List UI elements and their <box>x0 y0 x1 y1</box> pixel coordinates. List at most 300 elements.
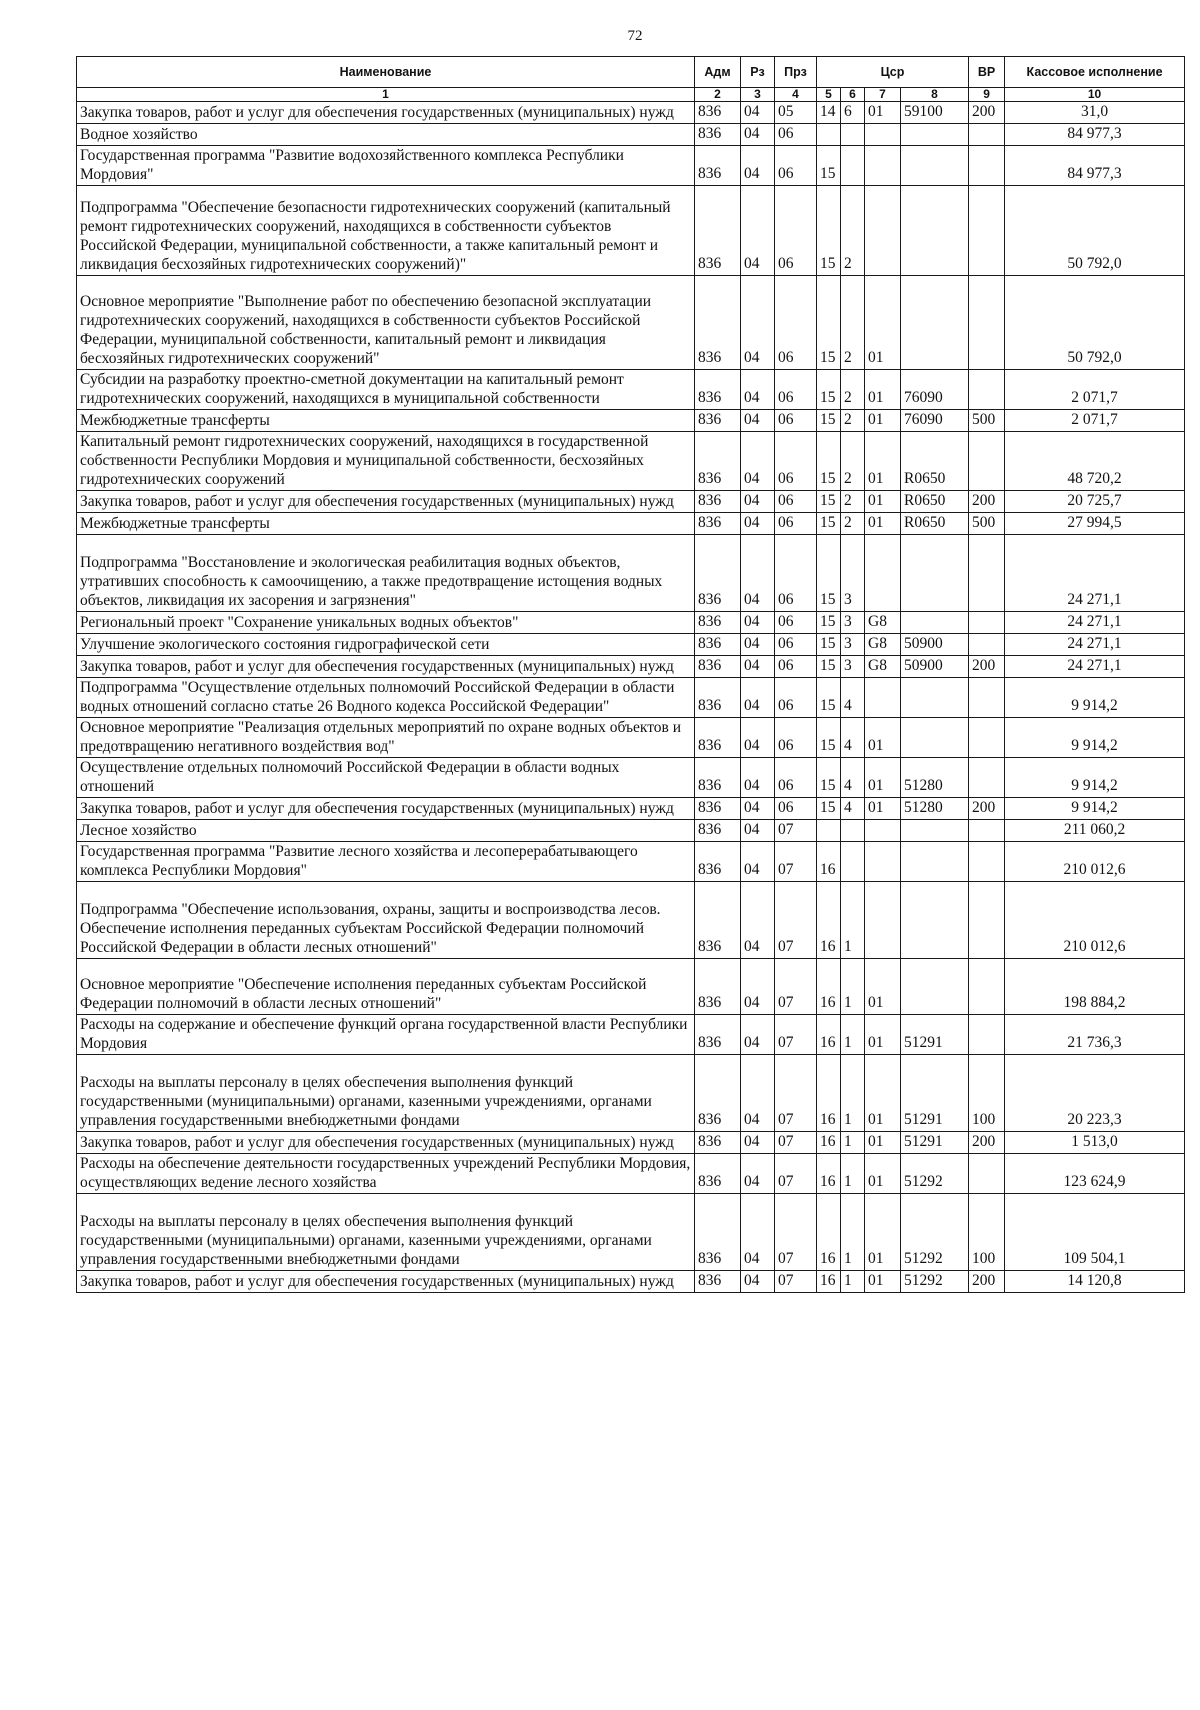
vr-cell <box>969 276 1005 370</box>
amount-cell: 9 914,2 <box>1005 718 1185 758</box>
vr-cell <box>969 842 1005 882</box>
csr-part-cell: 01 <box>865 513 901 535</box>
adm-cell: 836 <box>695 820 741 842</box>
csr-part-cell: 15 <box>817 758 841 798</box>
vr-cell: 200 <box>969 1132 1005 1154</box>
amount-cell: 9 914,2 <box>1005 678 1185 718</box>
csr-part-cell: 1 <box>841 882 865 959</box>
csr-part-cell: 01 <box>865 718 901 758</box>
csr-code-cell: 51291 <box>901 1132 969 1154</box>
csr-code-cell: 51292 <box>901 1154 969 1194</box>
row-name-cell: Водное хозяйство <box>77 124 695 146</box>
amount-cell: 20 223,3 <box>1005 1055 1185 1132</box>
csr-part-cell: 1 <box>841 1015 865 1055</box>
table-row <box>77 1015 1185 1055</box>
csr-part-cell: 2 <box>841 370 865 410</box>
csr-part-cell: 16 <box>817 1271 841 1293</box>
column-number: 2 <box>695 88 741 102</box>
adm-cell: 836 <box>695 656 741 678</box>
vr-cell <box>969 146 1005 186</box>
table-row <box>77 1154 1185 1194</box>
csr-code-cell: 76090 <box>901 410 969 432</box>
csr-part-cell <box>841 820 865 842</box>
csr-code-cell: 50900 <box>901 634 969 656</box>
rz-cell: 04 <box>741 1015 775 1055</box>
vr-cell <box>969 1154 1005 1194</box>
table-row <box>77 410 1185 432</box>
prz-cell: 05 <box>775 102 817 124</box>
amount-cell: 24 271,1 <box>1005 612 1185 634</box>
amount-cell: 14 120,8 <box>1005 1271 1185 1293</box>
prz-cell: 07 <box>775 820 817 842</box>
header-adm: Адм <box>695 57 741 88</box>
rz-cell: 04 <box>741 842 775 882</box>
csr-part-cell: 4 <box>841 758 865 798</box>
vr-cell <box>969 370 1005 410</box>
csr-part-cell: 15 <box>817 678 841 718</box>
amount-cell: 123 624,9 <box>1005 1154 1185 1194</box>
csr-part-cell <box>817 124 841 146</box>
csr-code-cell <box>901 535 969 612</box>
csr-part-cell: 4 <box>841 678 865 718</box>
column-number: 3 <box>741 88 775 102</box>
csr-part-cell: 01 <box>865 410 901 432</box>
csr-part-cell: 16 <box>817 1132 841 1154</box>
csr-part-cell: G8 <box>865 634 901 656</box>
row-name-cell: Подпрограмма "Восстановление и экологическая реабилитация водных объектов, утративших способность к самоочищению, а также предотвращение истощения водных объектов, ликвидация их засорения и загрязнения" <box>77 535 695 612</box>
adm-cell: 836 <box>695 634 741 656</box>
row-name-cell: Подпрограмма "Обеспечение использования, охраны, защиты и воспроизводства лесов. Обеспечение исполнения переданных субъектам Российской Федерации полномочий Российской Федерации в области лесных отношений" <box>77 882 695 959</box>
prz-cell: 06 <box>775 146 817 186</box>
csr-part-cell: 01 <box>865 491 901 513</box>
csr-part-cell: 15 <box>817 370 841 410</box>
prz-cell: 06 <box>775 276 817 370</box>
csr-part-cell: 16 <box>817 842 841 882</box>
table-row <box>77 1055 1185 1132</box>
row-name-cell: Основное мероприятие "Реализация отдельных мероприятий по охране водных объектов и предотвращению негативного воздействия вод" <box>77 718 695 758</box>
adm-cell: 836 <box>695 842 741 882</box>
csr-part-cell: 01 <box>865 370 901 410</box>
csr-part-cell: 15 <box>817 410 841 432</box>
csr-part-cell: 2 <box>841 276 865 370</box>
rz-cell: 04 <box>741 678 775 718</box>
adm-cell: 836 <box>695 678 741 718</box>
csr-part-cell <box>841 842 865 882</box>
header-csr: Цср <box>817 57 969 88</box>
csr-code-cell: R0650 <box>901 491 969 513</box>
amount-cell: 24 271,1 <box>1005 656 1185 678</box>
header-vr: ВР <box>969 57 1005 88</box>
adm-cell: 836 <box>695 432 741 491</box>
prz-cell: 06 <box>775 612 817 634</box>
table-row <box>77 146 1185 186</box>
csr-part-cell: 01 <box>865 1154 901 1194</box>
adm-cell: 836 <box>695 186 741 276</box>
csr-part-cell: 15 <box>817 634 841 656</box>
csr-part-cell: 01 <box>865 1055 901 1132</box>
vr-cell <box>969 758 1005 798</box>
csr-part-cell: 15 <box>817 491 841 513</box>
row-name-cell: Межбюджетные трансферты <box>77 513 695 535</box>
prz-cell: 06 <box>775 186 817 276</box>
vr-cell: 200 <box>969 102 1005 124</box>
column-number: 8 <box>901 88 969 102</box>
row-name-cell: Осуществление отдельных полномочий Российской Федерации в области водных отношений <box>77 758 695 798</box>
amount-cell: 31,0 <box>1005 102 1185 124</box>
column-number: 5 <box>817 88 841 102</box>
amount-cell: 2 071,7 <box>1005 370 1185 410</box>
table-body <box>77 102 1185 1293</box>
table-row <box>77 758 1185 798</box>
csr-code-cell <box>901 718 969 758</box>
table-row <box>77 842 1185 882</box>
amount-cell: 50 792,0 <box>1005 186 1185 276</box>
csr-part-cell: 01 <box>865 1271 901 1293</box>
table-row <box>77 634 1185 656</box>
table-row <box>77 820 1185 842</box>
vr-cell <box>969 432 1005 491</box>
csr-part-cell: 01 <box>865 758 901 798</box>
row-name-cell: Межбюджетные трансферты <box>77 410 695 432</box>
prz-cell: 07 <box>775 1132 817 1154</box>
vr-cell: 200 <box>969 491 1005 513</box>
csr-code-cell <box>901 612 969 634</box>
csr-code-cell <box>901 820 969 842</box>
csr-part-cell: 01 <box>865 102 901 124</box>
csr-part-cell: 4 <box>841 798 865 820</box>
csr-part-cell: 15 <box>817 798 841 820</box>
csr-part-cell: 15 <box>817 186 841 276</box>
header-rz: Рз <box>741 57 775 88</box>
table-row <box>77 678 1185 718</box>
table-row <box>77 102 1185 124</box>
row-name-cell: Региональный проект "Сохранение уникальных водных объектов" <box>77 612 695 634</box>
rz-cell: 04 <box>741 758 775 798</box>
row-name-cell: Подпрограмма "Осуществление отдельных полномочий Российской Федерации в области водных отношений согласно статье 26 Водного кодекса Российской Федерации" <box>77 678 695 718</box>
amount-cell: 210 012,6 <box>1005 842 1185 882</box>
table-row <box>77 612 1185 634</box>
csr-code-cell: 51292 <box>901 1194 969 1271</box>
table-row <box>77 513 1185 535</box>
csr-part-cell: 3 <box>841 656 865 678</box>
adm-cell: 836 <box>695 102 741 124</box>
csr-code-cell: 51291 <box>901 1055 969 1132</box>
csr-code-cell: 51280 <box>901 758 969 798</box>
amount-cell: 48 720,2 <box>1005 432 1185 491</box>
adm-cell: 836 <box>695 758 741 798</box>
row-name-cell: Расходы на выплаты персоналу в целях обеспечения выполнения функций государственными (муниципальными) органами, казенными учреждениями, органами управления государственными внебюджетными фондами <box>77 1194 695 1271</box>
adm-cell: 836 <box>695 491 741 513</box>
csr-part-cell <box>865 146 901 186</box>
adm-cell: 836 <box>695 718 741 758</box>
csr-part-cell: 14 <box>817 102 841 124</box>
table-row <box>77 370 1185 410</box>
vr-cell <box>969 186 1005 276</box>
csr-code-cell <box>901 678 969 718</box>
budget-execution-table <box>76 56 1185 1293</box>
column-number-row <box>77 88 1185 102</box>
amount-cell: 109 504,1 <box>1005 1194 1185 1271</box>
adm-cell: 836 <box>695 410 741 432</box>
rz-cell: 04 <box>741 656 775 678</box>
amount-cell: 50 792,0 <box>1005 276 1185 370</box>
rz-cell: 04 <box>741 634 775 656</box>
table-row <box>77 432 1185 491</box>
csr-part-cell: 15 <box>817 432 841 491</box>
prz-cell: 06 <box>775 491 817 513</box>
csr-part-cell: 2 <box>841 491 865 513</box>
amount-cell: 9 914,2 <box>1005 798 1185 820</box>
table-row <box>77 186 1185 276</box>
amount-cell: 2 071,7 <box>1005 410 1185 432</box>
csr-code-cell: 50900 <box>901 656 969 678</box>
row-name-cell: Лесное хозяйство <box>77 820 695 842</box>
adm-cell: 836 <box>695 276 741 370</box>
table-row <box>77 124 1185 146</box>
adm-cell: 836 <box>695 1271 741 1293</box>
csr-code-cell: 51292 <box>901 1271 969 1293</box>
amount-cell: 27 994,5 <box>1005 513 1185 535</box>
csr-part-cell: 01 <box>865 798 901 820</box>
amount-cell: 1 513,0 <box>1005 1132 1185 1154</box>
csr-code-cell <box>901 959 969 1015</box>
table-row <box>77 959 1185 1015</box>
vr-cell <box>969 1015 1005 1055</box>
row-name-cell: Подпрограмма "Обеспечение безопасности гидротехнических сооружений (капитальный ремонт гидротехнических сооружений, находящихся в собственности субъектов Российской Федерации, муниципальной собственности, а также капитальный ремонт и ликвидация бесхозяйных гидротехнических сооружений)" <box>77 186 695 276</box>
adm-cell: 836 <box>695 1015 741 1055</box>
amount-cell: 20 725,7 <box>1005 491 1185 513</box>
adm-cell: 836 <box>695 146 741 186</box>
rz-cell: 04 <box>741 1132 775 1154</box>
vr-cell: 200 <box>969 656 1005 678</box>
vr-cell: 500 <box>969 513 1005 535</box>
vr-cell <box>969 678 1005 718</box>
csr-part-cell: 2 <box>841 513 865 535</box>
csr-part-cell: 16 <box>817 1055 841 1132</box>
row-name-cell: Закупка товаров, работ и услуг для обеспечения государственных (муниципальных) нужд <box>77 1271 695 1293</box>
amount-cell: 84 977,3 <box>1005 146 1185 186</box>
csr-part-cell: 01 <box>865 1015 901 1055</box>
rz-cell: 04 <box>741 1194 775 1271</box>
row-name-cell: Закупка товаров, работ и услуг для обеспечения государственных (муниципальных) нужд <box>77 1132 695 1154</box>
header-prz: Прз <box>775 57 817 88</box>
csr-code-cell: 76090 <box>901 370 969 410</box>
csr-part-cell: 01 <box>865 432 901 491</box>
csr-part-cell: 16 <box>817 1154 841 1194</box>
rz-cell: 04 <box>741 1154 775 1194</box>
rz-cell: 04 <box>741 1271 775 1293</box>
rz-cell: 04 <box>741 124 775 146</box>
csr-code-cell <box>901 882 969 959</box>
row-name-cell: Субсидии на разработку проектно-сметной документации на капитальный ремонт гидротехнических сооружений, находящихся в муниципальной собственности <box>77 370 695 410</box>
table-row <box>77 491 1185 513</box>
prz-cell: 06 <box>775 535 817 612</box>
column-number: 1 <box>77 88 695 102</box>
csr-part-cell <box>865 820 901 842</box>
prz-cell: 07 <box>775 1154 817 1194</box>
row-name-cell: Расходы на выплаты персоналу в целях обеспечения выполнения функций государственными (муниципальными) органами, казенными учреждениями, органами управления государственными внебюджетными фондами <box>77 1055 695 1132</box>
csr-code-cell: R0650 <box>901 432 969 491</box>
vr-cell: 100 <box>969 1194 1005 1271</box>
rz-cell: 04 <box>741 102 775 124</box>
csr-part-cell: 15 <box>817 656 841 678</box>
amount-cell: 84 977,3 <box>1005 124 1185 146</box>
csr-part-cell <box>817 820 841 842</box>
csr-part-cell: 16 <box>817 1015 841 1055</box>
table-row <box>77 1271 1185 1293</box>
csr-part-cell <box>865 124 901 146</box>
csr-part-cell <box>841 146 865 186</box>
adm-cell: 836 <box>695 1154 741 1194</box>
rz-cell: 04 <box>741 798 775 820</box>
csr-part-cell: 1 <box>841 1194 865 1271</box>
prz-cell: 06 <box>775 513 817 535</box>
amount-cell: 211 060,2 <box>1005 820 1185 842</box>
csr-part-cell <box>865 186 901 276</box>
vr-cell <box>969 959 1005 1015</box>
rz-cell: 04 <box>741 186 775 276</box>
amount-cell: 24 271,1 <box>1005 535 1185 612</box>
amount-cell: 21 736,3 <box>1005 1015 1185 1055</box>
csr-part-cell: 3 <box>841 612 865 634</box>
csr-part-cell: 15 <box>817 276 841 370</box>
adm-cell: 836 <box>695 1194 741 1271</box>
rz-cell: 04 <box>741 410 775 432</box>
rz-cell: 04 <box>741 535 775 612</box>
csr-part-cell: 6 <box>841 102 865 124</box>
table-row <box>77 656 1185 678</box>
column-number: 4 <box>775 88 817 102</box>
prz-cell: 06 <box>775 678 817 718</box>
csr-part-cell: 4 <box>841 718 865 758</box>
row-name-cell: Закупка товаров, работ и услуг для обеспечения государственных (муниципальных) нужд <box>77 798 695 820</box>
vr-cell: 100 <box>969 1055 1005 1132</box>
vr-cell <box>969 820 1005 842</box>
csr-part-cell: 1 <box>841 1132 865 1154</box>
csr-part-cell <box>865 882 901 959</box>
vr-cell <box>969 612 1005 634</box>
row-name-cell: Капитальный ремонт гидротехнических сооружений, находящихся в государственной собственности Республики Мордовия и муниципальной собственности, бесхозяйных гидротехнических сооружений <box>77 432 695 491</box>
csr-part-cell: 01 <box>865 1132 901 1154</box>
csr-part-cell: 1 <box>841 1154 865 1194</box>
adm-cell: 836 <box>695 882 741 959</box>
rz-cell: 04 <box>741 959 775 1015</box>
prz-cell: 07 <box>775 1194 817 1271</box>
rz-cell: 04 <box>741 146 775 186</box>
csr-code-cell: 59100 <box>901 102 969 124</box>
column-number: 10 <box>1005 88 1185 102</box>
vr-cell <box>969 535 1005 612</box>
prz-cell: 06 <box>775 758 817 798</box>
csr-code-cell <box>901 186 969 276</box>
vr-cell: 200 <box>969 1271 1005 1293</box>
csr-part-cell: 16 <box>817 1194 841 1271</box>
csr-part-cell: 01 <box>865 276 901 370</box>
row-name-cell: Закупка товаров, работ и услуг для обеспечения государственных (муниципальных) нужд <box>77 656 695 678</box>
prz-cell: 06 <box>775 656 817 678</box>
csr-part-cell: 15 <box>817 513 841 535</box>
prz-cell: 06 <box>775 634 817 656</box>
row-name-cell: Закупка товаров, работ и услуг для обеспечения государственных (муниципальных) нужд <box>77 102 695 124</box>
vr-cell: 500 <box>969 410 1005 432</box>
csr-part-cell: 3 <box>841 634 865 656</box>
csr-part-cell: 1 <box>841 1055 865 1132</box>
adm-cell: 836 <box>695 798 741 820</box>
row-name-cell: Закупка товаров, работ и услуг для обеспечения государственных (муниципальных) нужд <box>77 491 695 513</box>
csr-part-cell: 2 <box>841 186 865 276</box>
vr-cell <box>969 634 1005 656</box>
csr-part-cell <box>865 842 901 882</box>
rz-cell: 04 <box>741 432 775 491</box>
prz-cell: 06 <box>775 370 817 410</box>
row-name-cell: Расходы на обеспечение деятельности государственных учреждений Республики Мордовия, осуществляющих ведение лесного хозяйства <box>77 1154 695 1194</box>
adm-cell: 836 <box>695 370 741 410</box>
adm-cell: 836 <box>695 612 741 634</box>
csr-part-cell: 01 <box>865 959 901 1015</box>
adm-cell: 836 <box>695 513 741 535</box>
prz-cell: 06 <box>775 798 817 820</box>
csr-code-cell <box>901 124 969 146</box>
rz-cell: 04 <box>741 491 775 513</box>
prz-cell: 06 <box>775 124 817 146</box>
row-name-cell: Основное мероприятие "Обеспечение исполнения переданных субъектам Российской Федерации полномочий в области лесных отношений" <box>77 959 695 1015</box>
table-row <box>77 718 1185 758</box>
csr-part-cell <box>865 678 901 718</box>
row-name-cell: Государственная программа "Развитие водохозяйственного комплекса Республики Мордовия" <box>77 146 695 186</box>
vr-cell <box>969 718 1005 758</box>
amount-cell: 9 914,2 <box>1005 758 1185 798</box>
prz-cell: 07 <box>775 1271 817 1293</box>
csr-code-cell: 51291 <box>901 1015 969 1055</box>
adm-cell: 836 <box>695 1132 741 1154</box>
row-name-cell: Основное мероприятие "Выполнение работ по обеспечению безопасной эксплуатации гидротехнических сооружений, находящихся в собственности субъектов Российской Федерации, муниципальной собственности, капитальный ремонт и ликвидация бесхозяйных гидротехнических сооружений" <box>77 276 695 370</box>
csr-part-cell <box>865 535 901 612</box>
csr-part-cell: 2 <box>841 432 865 491</box>
csr-part-cell: 16 <box>817 959 841 1015</box>
column-number: 6 <box>841 88 865 102</box>
rz-cell: 04 <box>741 276 775 370</box>
prz-cell: 07 <box>775 842 817 882</box>
csr-part-cell: 2 <box>841 410 865 432</box>
table-row <box>77 1194 1185 1271</box>
csr-part-cell: 3 <box>841 535 865 612</box>
prz-cell: 07 <box>775 882 817 959</box>
csr-code-cell <box>901 842 969 882</box>
prz-cell: 06 <box>775 432 817 491</box>
csr-part-cell: G8 <box>865 612 901 634</box>
csr-part-cell: 1 <box>841 1271 865 1293</box>
table-header-row <box>77 57 1185 88</box>
csr-part-cell: 16 <box>817 882 841 959</box>
header-amount: Кассовое исполнение <box>1005 57 1185 88</box>
page-number: 72 <box>627 28 643 44</box>
rz-cell: 04 <box>741 612 775 634</box>
column-number: 7 <box>865 88 901 102</box>
csr-part-cell: 1 <box>841 959 865 1015</box>
rz-cell: 04 <box>741 1055 775 1132</box>
vr-cell: 200 <box>969 798 1005 820</box>
adm-cell: 836 <box>695 1055 741 1132</box>
row-name-cell: Расходы на содержание и обеспечение функций органа государственной власти Республики Мордовия <box>77 1015 695 1055</box>
table-row <box>77 1132 1185 1154</box>
rz-cell: 04 <box>741 820 775 842</box>
adm-cell: 836 <box>695 535 741 612</box>
table-row <box>77 535 1185 612</box>
prz-cell: 06 <box>775 718 817 758</box>
prz-cell: 07 <box>775 1055 817 1132</box>
row-name-cell: Государственная программа "Развитие лесного хозяйства и лесоперерабатывающего комплекса Республики Мордовия" <box>77 842 695 882</box>
vr-cell <box>969 124 1005 146</box>
